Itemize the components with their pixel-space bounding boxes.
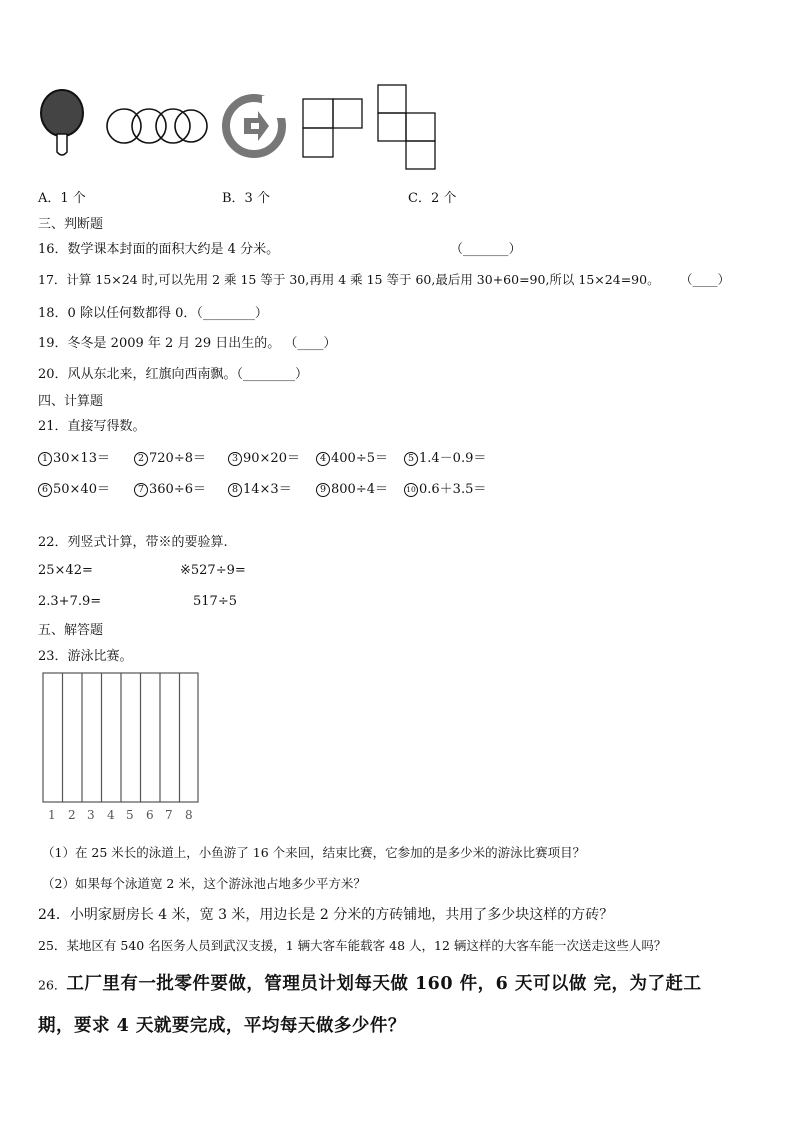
question-26-text: 工厂里有一批零件要做，管理员计划每天做 160 件，6 天可以做 完，为了赶工 [66,974,702,994]
option-a: A．1 个 [38,191,86,206]
lane-number: 6 [146,808,154,822]
vertical-calc-2: ※527÷9= [180,563,246,578]
question-22-title: 22．列竖式计算，带※的要验算. [38,535,228,550]
calc-item-7: 7 360÷6＝ [134,478,206,497]
lane-number: 8 [185,808,193,822]
question-18: 18．0 除以任何数都得 0．（________） [38,306,268,321]
question-16-blank: （_______） [450,242,522,257]
section-title-calculation: 四、计算题 [38,394,104,409]
lane-number: 1 [48,808,56,822]
question-26-line2: 期，要求 4 天就要完成，平均每天做多少件？ [38,1016,406,1036]
lane-number: 7 [165,808,173,822]
pool-diagram [42,672,200,804]
question-25: 25．某地区有 540 名医务人员到武汉支援，1 辆大客车能载客 48 人，12 辆这样的大客车能一次送走这些人吗？ [38,938,667,953]
calc-item-1: 1 30×13＝ [38,447,110,466]
lane-number: 4 [107,808,115,822]
vertical-calc-4: 517÷5 [193,594,237,609]
question-17: 17．计算 15×24 时,可以先用 2 乘 15 等于 30,再用 4 乘 15 等于 60,最后用 30+60=90,所以 15×24=90。 [38,272,660,287]
question-23-title: 23．游泳比赛。 [38,649,133,664]
question-23-sub1: （1）在 25 米长的泳道上，小鱼游了 16 个来回，结束比赛，它参加的是多少米的游泳比赛项目？ [42,845,586,860]
lane-number: 5 [126,808,134,822]
calc-item-8: 8 14×3＝ [228,478,292,497]
question-21-title: 21．直接写得数。 [38,419,146,434]
olympic-rings-icon [102,104,208,148]
lane-number: 3 [87,808,95,822]
calc-item-2: 2 720÷8＝ [134,447,206,466]
calc-item-6: 6 50×40＝ [38,478,110,497]
shape-a [302,98,364,160]
vertical-calc-3: 2.3+7.9= [38,594,102,609]
calc-item-3: 3 90×20＝ [228,447,300,466]
question-24: 24．小明家厨房长 4 米，宽 3 米，用边长是 2 分米的方砖铺地，共用了多少块这样的方砖？ [38,907,614,923]
option-b: B．3 个 [222,191,270,206]
calc-item-4: 4 400÷5＝ [316,447,388,466]
option-c: C．2 个 [408,191,457,206]
question-19: 19．冬冬是 2009 年 2 月 29 日出生的。 （____） [38,336,337,351]
question-23-sub2: （2）如果每个泳道宽 2 米，这个游泳池占地多少平方米？ [42,876,366,891]
bank-logo-icon [222,94,286,158]
question-17-blank: （____） [680,272,731,287]
calc-item-10: 10 0.6＋3.5＝ [404,478,486,497]
pool-lane-numbers [42,808,200,824]
section-title-judgement: 三、判断题 [38,217,104,232]
section-title-problems: 五、解答题 [38,623,104,638]
vertical-calc-1: 25×42= [38,563,93,578]
lane-number: 2 [68,808,76,822]
question-16: 16．数学课本封面的面积大约是 4 分米。 [38,242,280,257]
calc-item-5: 5 1.4－0.9＝ [404,447,486,466]
question-20: 20．风从东北来，红旗向西南飘。（________） [38,367,309,382]
paddle-icon [38,88,88,160]
question-26-number: 26． [38,977,67,993]
shape-b [377,84,439,172]
question-26-line1 [38,970,701,995]
calc-item-9: 9 800÷4＝ [316,478,388,497]
